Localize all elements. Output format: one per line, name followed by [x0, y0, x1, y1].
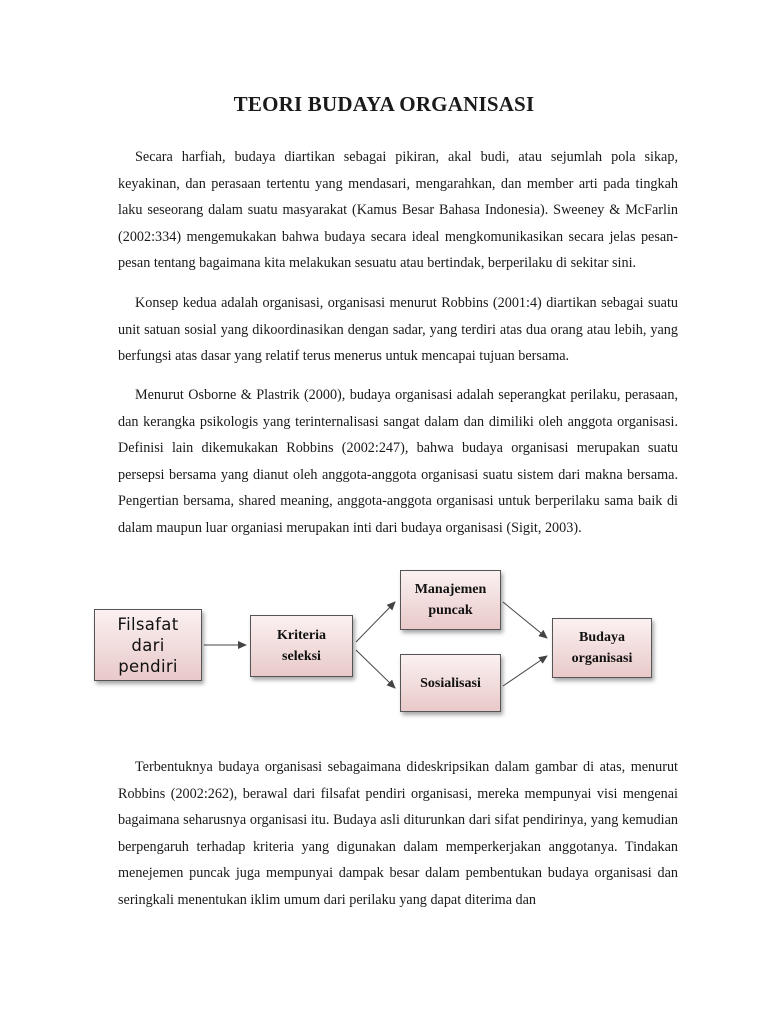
node-label-line: pendiri — [118, 656, 178, 676]
node-label-line: organisasi — [571, 651, 633, 666]
arrow-kriteria-to-sosialisasi — [356, 650, 395, 688]
node-label-line: Kriteria — [277, 628, 326, 643]
node-label-line: seleksi — [282, 649, 321, 664]
arrow-kriteria-to-manajemen — [356, 602, 395, 642]
node-label-line: Manajemen — [414, 582, 487, 597]
arrow-manajemen-to-budaya — [503, 602, 547, 638]
node-sosialisasi — [400, 654, 501, 712]
node-manajemen-puncak — [400, 570, 501, 630]
node-budaya-organisasi — [552, 618, 652, 678]
paragraph-1: Secara harfiah, budaya diartikan sebagai pikiran, akal budi, atau sejumlah pola sikap, keyakinan, dan perasaan tertentu yang mendasari, mengarahkan, dan member arti pada tingkah laku seseorang dalam suatu masyarakat (Kamus Besar Bahasa Indonesia). Sweeney & McFarlin (2002:334) mengemukakan bahwa budaya secara ideal mengkomunikasikan secara jelas pesan-pesan tentang bagaimana kita melakukan sesuatu atau bertindak, berperilaku di sekitar sini. — [118, 149, 678, 271]
node-label-line: Budaya — [579, 630, 625, 645]
culture-formation-diagram — [0, 560, 768, 720]
arrow-sosialisasi-to-budaya — [503, 656, 547, 686]
node-label-line: Sosialisasi — [420, 675, 481, 691]
node-label-line: dari — [131, 635, 165, 655]
node-label-line: puncak — [428, 603, 473, 618]
node-kriteria-seleksi — [250, 615, 353, 677]
page-title: TEORI BUDAYA ORGANISASI — [233, 92, 535, 116]
paragraph-3: Menurut Osborne & Plastrik (2000), budaya organisasi adalah seperangkat perilaku, perasaan, dan kerangka psikologis yang terinternalisasi sangat dalam dan dimiliki oleh anggota organisasi. Definisi lain dikemukakan Robbins (2002:247), bahwa budaya organisasi merupakan suatu persepsi bersama yang dianut oleh anggota-anggota organisasi suatu sistem dari makna bersama. Pengertian bersama, shared meaning, anggota-anggota organisasi untuk berperilaku sama baik di dalam maupun luar organiasi merupakan inti dari budaya organisasi (Sigit, 2003). — [118, 387, 678, 536]
paragraph-4: Terbentuknya budaya organisasi sebagaimana dideskripsikan dalam gambar di atas, menurut Robbins (2002:262), berawal dari filsafat pendiri organisasi, mereka mempunyai visi mengenai bagaimana seharusnya organisasi itu. Budaya asli diturunkan dari sifat pendirinya, yang kemudian berpengaruh terhadap kriteria yang digunakan dalam memperkerjakan anggotanya. Tindakan menejemen puncak juga mempunyai dampak besar dalam pembentukan budaya organisasi dan seringkali menentukan iklim umum dari perilaku yang dapat diterima dan — [118, 759, 678, 908]
node-label-line: Filsafat — [117, 614, 179, 634]
paragraph-2: Konsep kedua adalah organisasi, organisasi menurut Robbins (2001:4) diartikan sebagai suatu unit satuan sosial yang dikoordinasikan dengan sadar, yang terdiri atas dua orang atau lebih, yang berfungsi atas dasar yang relatif terus menerus untuk mencapai tujuan bersama. — [118, 295, 678, 364]
node-filsafat-dari-pendiri — [94, 609, 202, 681]
